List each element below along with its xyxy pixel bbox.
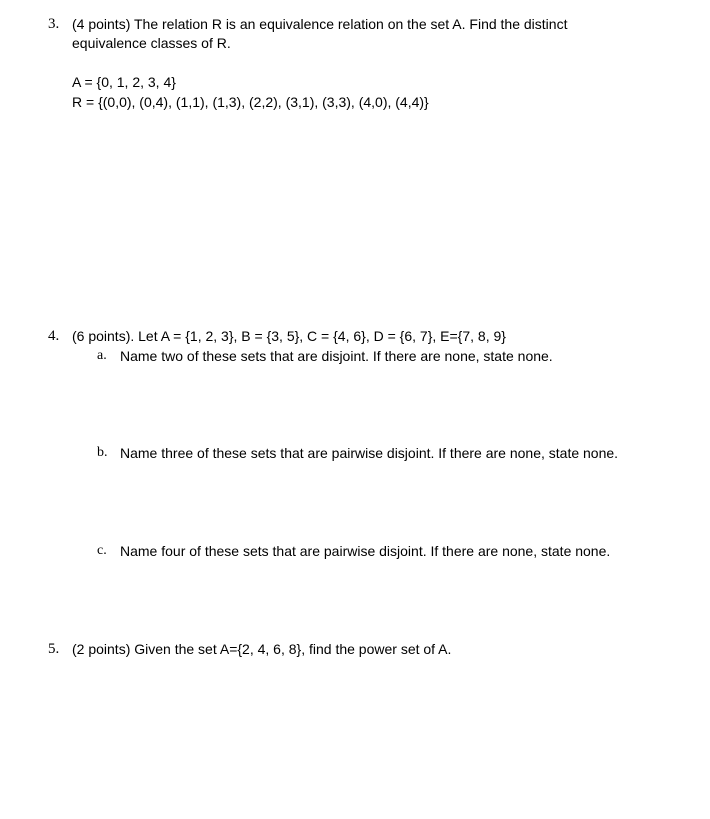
question-3-relation-r: R = {(0,0), (0,4), (1,1), (1,3), (2,2), (3,1), (3,3), (4,0), (4,4)} — [72, 94, 429, 110]
question-4c-text: Name four of these sets that are pairwise disjoint. If there are none, state none. — [120, 543, 611, 559]
question-4a-text: Name two of these sets that are disjoint. If there are none, state none. — [120, 348, 553, 364]
question-3-set-a: A = {0, 1, 2, 3, 4} — [72, 74, 176, 90]
question-4-text: (6 points). Let A = {1, 2, 3}, B = {3, 5}, C = {4, 6}, D = {6, 7}, E={7, 8, 9} — [72, 328, 506, 344]
question-3-text-line-2: equivalence classes of R. — [72, 35, 231, 51]
question-4c-label: c. — [97, 543, 107, 558]
question-3-number: 3. — [48, 16, 60, 32]
question-4b-label: b. — [97, 445, 108, 460]
question-5-text: (2 points) Given the set A={2, 4, 6, 8}, find the power set of A. — [72, 641, 452, 657]
question-5-number: 5. — [48, 641, 60, 657]
question-4a-label: a. — [97, 348, 107, 363]
question-4-number: 4. — [48, 328, 60, 344]
question-4b-text: Name three of these sets that are pairwise disjoint. If there are none, state none. — [120, 445, 619, 461]
question-3-text-line-1: (4 points) The relation R is an equivalence relation on the set A. Find the distinct — [72, 16, 568, 32]
